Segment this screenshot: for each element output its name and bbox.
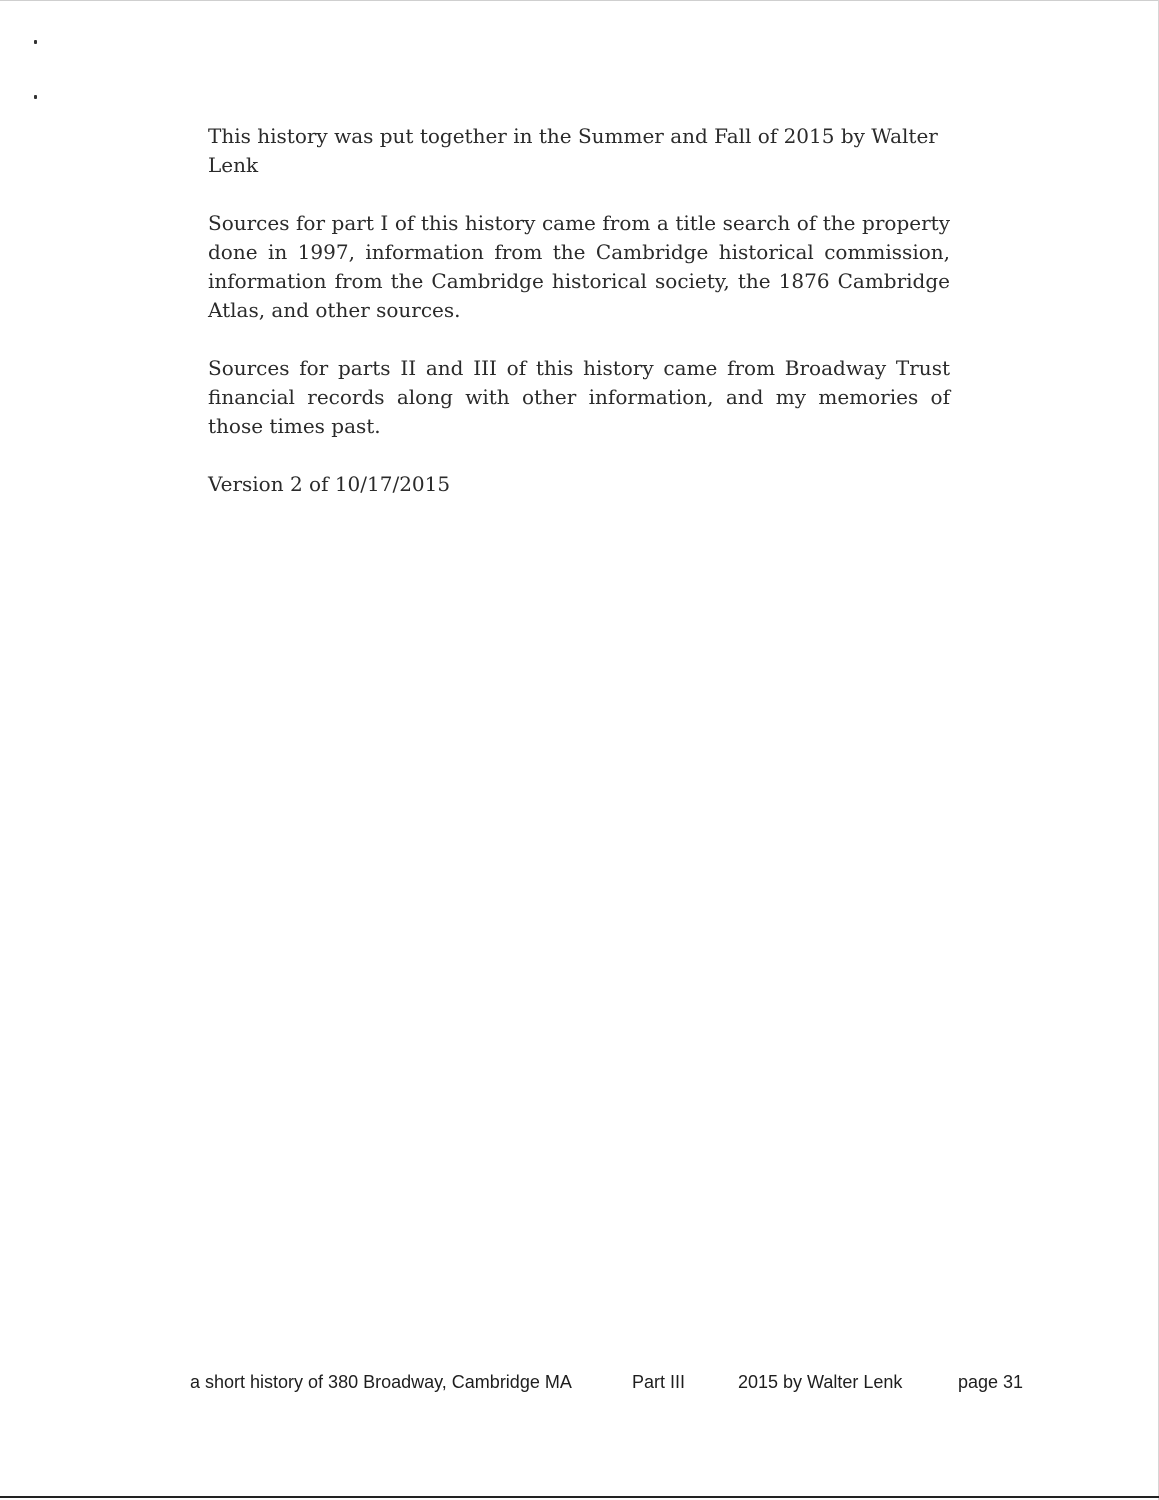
scan-artifact-dot xyxy=(34,40,37,44)
footer-title: a short history of 380 Broadway, Cambridge MA xyxy=(190,1372,572,1392)
footer-page-number: page 31 xyxy=(958,1372,1024,1392)
scan-edge-bottom xyxy=(0,1496,1159,1498)
authorship-paragraph: This history was put together in the Summer and Fall of 2015 by Walter Lenk xyxy=(208,124,938,177)
page-footer xyxy=(190,1370,1030,1394)
footer-part: Part III xyxy=(632,1372,686,1392)
sources-part-one-paragraph: Sources for part I of this history came from a title search of the property done in 1997, information from the Cambridge historical commission, information from the Cambridge historical society, the 1876 Cambridge Atlas, and other sources. xyxy=(208,211,950,322)
scan-artifact-dot xyxy=(34,95,37,99)
footer-copyright: 2015 by Walter Lenk xyxy=(738,1372,903,1392)
sources-parts-two-three-paragraph: Sources for parts II and III of this history came from Broadway Trust financial records along with other information, and my memories of those times past. xyxy=(208,356,950,438)
document-body xyxy=(208,122,950,528)
scan-edge-top xyxy=(0,0,1159,1)
version-line: Version 2 of 10/17/2015 xyxy=(208,472,451,496)
